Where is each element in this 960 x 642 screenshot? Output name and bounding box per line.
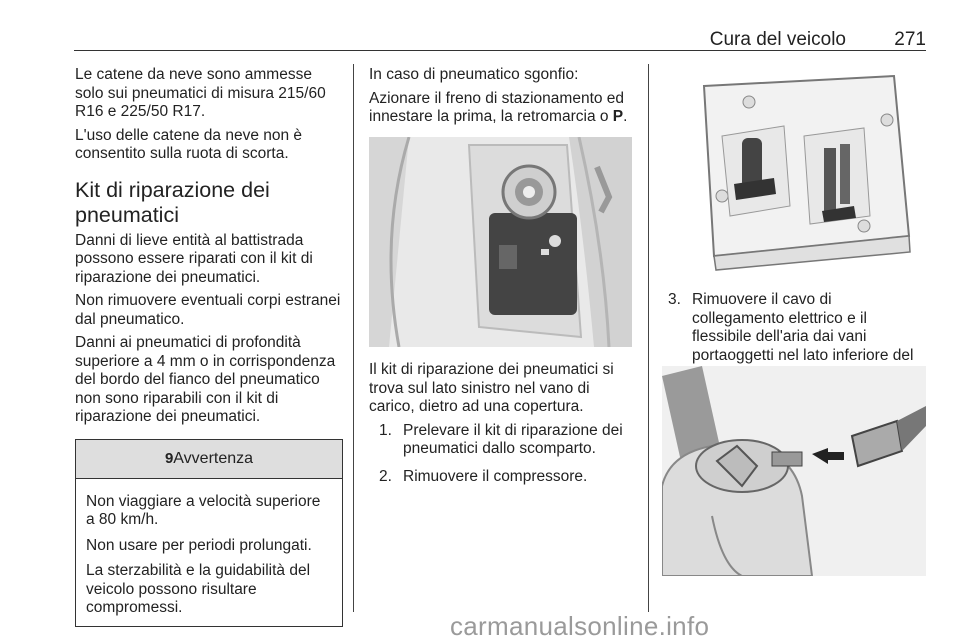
compressor-underside-illustration bbox=[664, 66, 926, 272]
column-left bbox=[75, 66, 343, 627]
step-text: Rimuovere il cavo di collegamento elettrico e il flessibile dell'aria dai vani portaoggetti nel lato inferiore del bbox=[692, 291, 914, 364]
damage-limits-text: Danni ai pneumatici di profondità superiore a 4 mm o in corrispondenza del bordo del fianco del pneumatico non sono riparabili con il kit di riparazione dei pneumatici. bbox=[75, 334, 336, 425]
steps-list bbox=[369, 422, 637, 492]
parking-brake-text bbox=[369, 90, 637, 127]
header-rule bbox=[74, 50, 926, 51]
warning-header bbox=[76, 440, 342, 479]
page-header-title: Cura del veicolo bbox=[709, 29, 846, 50]
warning-duration-text: Non usare per periodi prolungati. bbox=[86, 536, 312, 554]
park-gear-letter: P bbox=[612, 108, 624, 125]
warning-triangle-icon: 9 bbox=[164, 449, 174, 467]
snow-chains-spare-text: L'uso delle catene da neve non è consentito sulla ruota di scorta. bbox=[75, 126, 303, 162]
warning-title: Avvertenza bbox=[173, 449, 254, 467]
step-number: 1. bbox=[379, 421, 392, 439]
step-text: Prelevare il kit di riparazione dei pneumatici dallo scomparto. bbox=[403, 421, 623, 457]
warning-body bbox=[76, 479, 342, 626]
warning-box bbox=[75, 439, 343, 627]
step-text: Rimuovere il compressore. bbox=[403, 467, 588, 485]
list-item bbox=[379, 468, 637, 492]
warning-speed-text: Non viaggiare a velocità superiore a 80 km/h. bbox=[86, 492, 321, 528]
trunk-compartment-illustration bbox=[369, 137, 632, 347]
repair-kit-intro-text: Danni di lieve entità al battistrada possono essere riparati con il kit di riparazione dei pneumatici. bbox=[75, 231, 313, 286]
list-item bbox=[379, 422, 637, 464]
parking-brake-text-main: Azionare il freno di stazionamento ed innestare la prima, la retromarcia o bbox=[369, 89, 625, 125]
column-middle bbox=[369, 66, 637, 132]
watermark: carmanualsonline.info bbox=[450, 611, 710, 641]
section-heading: Kit di riparazione dei pneumatici bbox=[75, 177, 270, 227]
foreign-bodies-text: Non rimuovere eventuali corpi estranei dal pneumatico. bbox=[75, 292, 341, 328]
column-divider-left bbox=[353, 64, 354, 612]
flat-tire-intro-text: In caso di pneumatico sgonfio: bbox=[369, 66, 579, 83]
parking-brake-text-end: . bbox=[623, 108, 628, 125]
step-number: 2. bbox=[379, 467, 392, 485]
page-number: 271 bbox=[894, 29, 926, 50]
kit-location-text: Il kit di riparazione dei pneumatici si trova sul lato sinistro nel vano di carico, dietro ad una copertura. bbox=[369, 361, 614, 415]
hose-connection-illustration bbox=[662, 366, 926, 576]
warning-handling-text: La sterzabilità e la guidabilità del veicolo possono risultare compromessi. bbox=[86, 562, 311, 616]
step-number: 3. bbox=[668, 291, 681, 308]
column-divider-right bbox=[648, 64, 649, 612]
column-middle-lower bbox=[369, 361, 637, 495]
snow-chains-sizes-text: Le catene da neve sono ammesse solo sui pneumatici di misura 215/60 R16 e 225/50 R17. bbox=[75, 66, 326, 120]
